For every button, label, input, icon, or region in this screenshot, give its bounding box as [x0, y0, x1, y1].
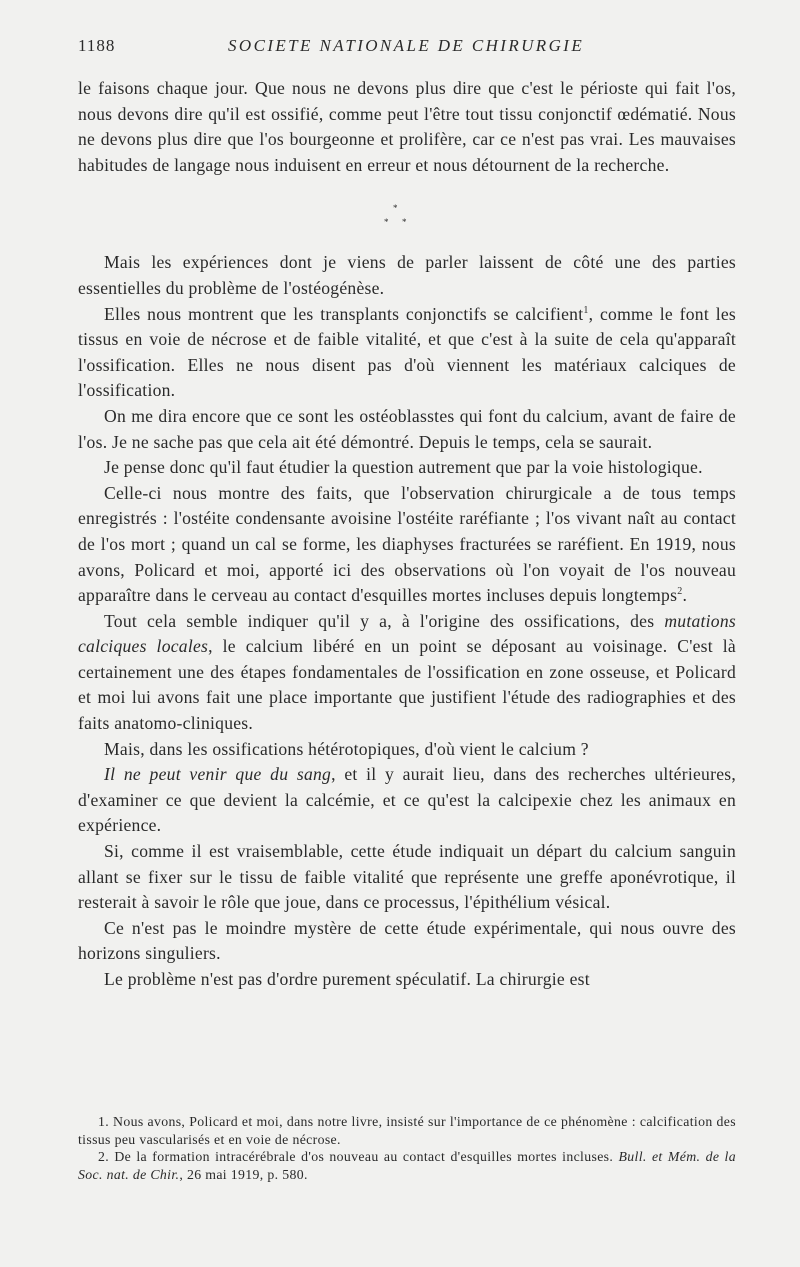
asterism-separator	[78, 190, 736, 242]
running-head	[78, 36, 736, 60]
text-run: , 26 mai 1919, p. 580.	[179, 1166, 308, 1182]
text-run: , comme le font les tissus en voie de nécrose et de faible vitalité, et que c'est à la suite de cela qu'apparaît l'ossification. Elles ne nous disent pas d'où viennent les matériaux calciques de l'ossification.	[78, 303, 737, 401]
page-number: 1188	[78, 36, 116, 55]
paragraph: On me dira encore que ce sont les ostéoblasstes qui font du calcium, avant de faire de l'os. Je ne sache pas que cela ait été démontré. Depuis le temps, cela se saurait.	[78, 405, 736, 452]
italic-phrase: Il ne peut venir que du sang	[104, 764, 332, 785]
paragraph	[78, 481, 736, 609]
text-run: , et il y aurait lieu, dans des recherches ultérieures, d'examiner ce que devient la calcémie, et ce qu'est la calcipexie chez les animaux en expérience.	[78, 764, 736, 836]
paragraph: Ce n'est pas le moindre mystère de cette étude expérimentale, qui nous ouvre des horizons singuliers.	[78, 917, 736, 964]
text-run: Celle-ci nous montre des faits, que l'observation chirurgicale a de tous temps enregistrés : l'ostéite condensante avoisine l'ostéite raréfiante ; l'os vivant naît au contact de l'os mort ; quand un cal se forme, les diaphyses fracturées se raréfient. En 1919, nous avons, Policard et moi, apporté ici des observations où l'on voyait de l'os nouveau apparaître dans le cerveau au contact d'esquilles mortes incluses depuis longtemps	[78, 482, 736, 606]
citation-source: Bull. et Mém. de la Soc. nat. de Chir.	[78, 1149, 736, 1182]
asterism-star: *	[402, 217, 407, 228]
body-text	[78, 76, 736, 993]
text-run: Elles nous montrent que les transplants conjonctifs se calcifient	[104, 303, 584, 324]
italic-term: mutations calciques locales	[78, 610, 736, 657]
paragraph: Si, comme il est vraisemblable, cette étude indiquait un départ du calcium sanguin allant se fixer sur le tissu de faible vitalité que représente une greffe aponévrotique, il resterait à savoir le rôle que joue, dans ce processus, l'épithélium vésical.	[78, 841, 736, 913]
text-run: 2. De la formation intracérébrale d'os nouveau au contact d'esquilles mortes incluses.	[98, 1149, 614, 1164]
asterism-star: *	[384, 217, 389, 228]
paragraph	[78, 762, 736, 839]
paragraph	[78, 302, 736, 404]
paragraph: le faisons chaque jour. Que nous ne devons plus dire que c'est le périoste qui fait l'os, nous devons dire qu'il est ossifié, comme peut l'être tout tissu conjonctif œdématié. Nous ne devons plus dire que l'os bourgeonne et prolifère, car ce n'est pas vrai. Les mauvaises habitudes de langage nous induisent en erreur et nous détournent de la recherche.	[78, 78, 736, 175]
text-run: , le calcium libéré en un point se déposant au voisinage. C'est là certainement une des étapes fondamentales de l'ossification en zone osseuse, et Policard et moi lui avons fait une place importante que justifient l'étude des radiographies et des faits anatomo-cliniques.	[78, 636, 736, 734]
paragraph: Le problème n'est pas d'ordre purement spéculatif. La chirurgie est	[104, 969, 590, 989]
footnote-1: 1. Nous avons, Policard et moi, dans notre livre, insisté sur l'importance de ce phénomène : calcification des tissus peu vascularisés et en voie de nécrose.	[78, 1114, 736, 1147]
paragraph: Mais les expériences dont je viens de parler laissent de côté une des parties essentielles du problème de l'ostéogénèse.	[78, 252, 736, 298]
footnote-ref: 1	[583, 304, 589, 316]
paragraph	[78, 609, 736, 737]
paragraph: Je pense donc qu'il faut étudier la question autrement que par la voie histologique.	[104, 457, 703, 478]
asterism-star: *	[393, 203, 398, 214]
footnotes	[78, 1113, 736, 1183]
paragraph: Mais, dans les ossifications hétérotopiques, d'où vient le calcium ?	[104, 738, 589, 759]
footnote-ref: 2	[677, 586, 683, 598]
footnote-2	[78, 1148, 736, 1183]
text-run: .	[682, 585, 688, 606]
text-run: Tout cela semble indiquer qu'il y a, à l'origine des ossifications, des	[104, 610, 655, 631]
journal-title: SOCIETE NATIONALE DE CHIRURGIE	[228, 36, 585, 55]
